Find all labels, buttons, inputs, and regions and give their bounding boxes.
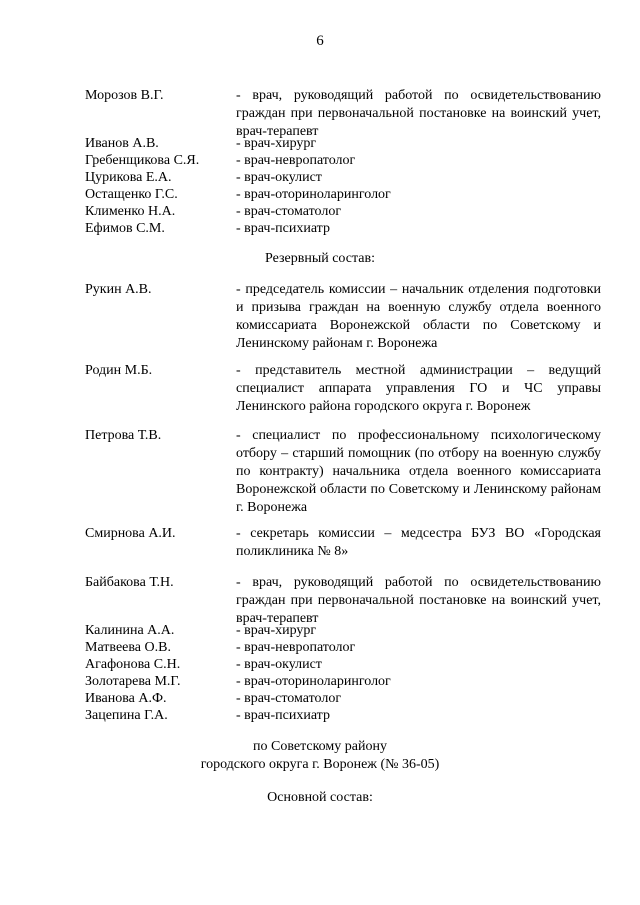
page-number: 6 [316, 33, 324, 49]
member-role: - врач-психиатр [236, 221, 330, 236]
member-name: Зацепина Г.А. [85, 708, 168, 723]
member-name: Морозов В.Г. [85, 88, 164, 103]
member-role: - врач-психиатр [236, 708, 330, 723]
member-role: - врач-стоматолог [236, 691, 342, 706]
district-line: городского округа г. Воронеж (№ 36-05) [200, 757, 440, 772]
member-name: Байбакова Т.Н. [85, 575, 174, 590]
member-name: Петрова Т.В. [85, 428, 162, 443]
member-role: - представитель местной администрации – ведущий специалист аппарата управления ГО и ЧС управы Ленинского района городского округа г. Воронеж [236, 363, 601, 414]
district-line: по Советскому району [253, 739, 387, 754]
member-role: - врач-окулист [236, 170, 322, 185]
member-role: - специалист по профессиональному психологическому отбору – старший помощник (по отбору на военную службу по контракту) начальника отдела военного комиссариата Воронежской области по Советскому и Ленинскому районам г. Воронежа [236, 428, 601, 515]
member-name: Рукин А.В. [85, 282, 152, 297]
member-role: - врач, руководящий работой по освидетельствованию граждан при первоначальной постановке на воинский учет, врач-терапевт [236, 88, 601, 139]
member-name: Цурикова Е.А. [85, 170, 172, 185]
member-name: Гребенщикова С.Я. [85, 153, 200, 168]
member-role: - врач-стоматолог [236, 204, 342, 219]
reserve-heading: Резервный состав: [264, 251, 375, 266]
member-role: - секретарь комиссии – медсестра БУЗ ВО «Городская поликлиника № 8» [236, 526, 601, 559]
member-name: Смирнова А.И. [85, 526, 176, 541]
member-name: Клименко Н.А. [85, 204, 176, 219]
member-role: - врач-окулист [236, 657, 322, 672]
member-role: - врач-невропатолог [236, 640, 356, 655]
member-name: Остащенко Г.С. [85, 187, 178, 202]
member-role: - врач-невропатолог [236, 153, 356, 168]
member-role: - врач-хирург [236, 136, 317, 151]
member-role: - врач, руководящий работой по освидетельствованию граждан при первоначальной постановке на воинский учет, врач-терапевт [236, 575, 601, 626]
member-name: Родин М.Б. [85, 363, 153, 378]
member-role: - врач-хирург [236, 623, 317, 638]
main-heading: Основной состав: [267, 790, 373, 805]
member-name: Иванова А.Ф. [85, 691, 167, 706]
member-role: - врач-оториноларинголог [236, 187, 391, 202]
member-name: Ефимов С.М. [85, 221, 165, 236]
member-name: Иванов А.В. [85, 136, 159, 151]
member-name: Агафонова С.Н. [85, 657, 181, 672]
member-name: Калинина А.А. [85, 623, 175, 638]
member-name: Матвеева О.В. [85, 640, 171, 655]
member-role: - врач-оториноларинголог [236, 674, 391, 689]
member-role: - председатель комиссии – начальник отделения подготовки и призыва граждан на военную службу отдела военного комиссариата Воронежской области по Советскому и Ленинскому районам г. Воронежа [236, 282, 601, 351]
member-name: Золотарева М.Г. [85, 674, 181, 689]
